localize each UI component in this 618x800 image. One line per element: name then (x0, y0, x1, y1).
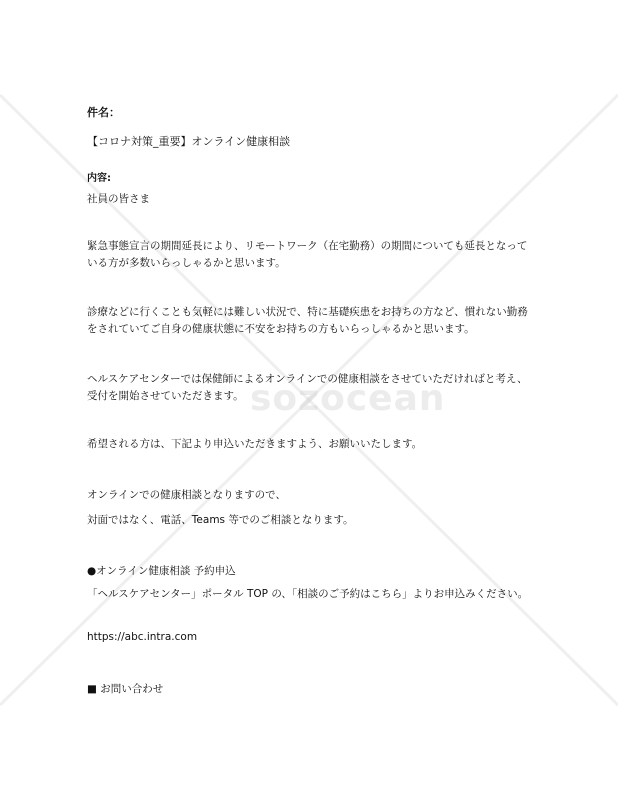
paragraph-5-line-2: 対面ではなく、電話、Teams 等でのご相談となります。 (87, 514, 354, 526)
paragraph-3: ヘルスケアセンターでは保健師によるオンラインでの健康相談をさせていただければと考え、受付を開始させていただきます。 (87, 373, 528, 402)
paragraph-5-line-1: オンラインでの健康相談となりますので、 (87, 489, 286, 501)
paragraph-1: 緊急事態宣言の期間延長により、リモートワーク（在宅勤務）の期間についても延長となっている方が多数いらっしゃるかと思います。 (87, 240, 528, 269)
booking-section-text: 「ヘルスケアセンター」ポータル TOP の、「相談のご予約はこちら」よりお申込みください。 (87, 588, 529, 600)
greeting-text: 社員の皆さま (87, 193, 150, 205)
subject-text: 【コロナ対策_重要】オンライン健康相談 (87, 135, 291, 148)
subject-label: 件名： (87, 106, 120, 119)
paragraph-2: 診療などに行くことも気軽には難しい状況で、特に基礎疾患をお持ちの方など、慣れない勤務をされていてご自身の健康状態に不安をお持ちの方もいらっしゃるかと思います。 (87, 306, 528, 335)
watermark-logo: sozocean (250, 378, 446, 419)
body-label: 内容: (87, 173, 111, 184)
booking-url-link[interactable]: https://abc.intra.com (87, 631, 198, 643)
contact-heading: ■ お問い合わせ (87, 683, 164, 695)
paragraph-4: 希望される方は、下記より申込いただきますよう、お願いいたします。 (87, 438, 423, 450)
booking-section-heading: ●オンライン健康相談 予約申込 (87, 565, 236, 577)
